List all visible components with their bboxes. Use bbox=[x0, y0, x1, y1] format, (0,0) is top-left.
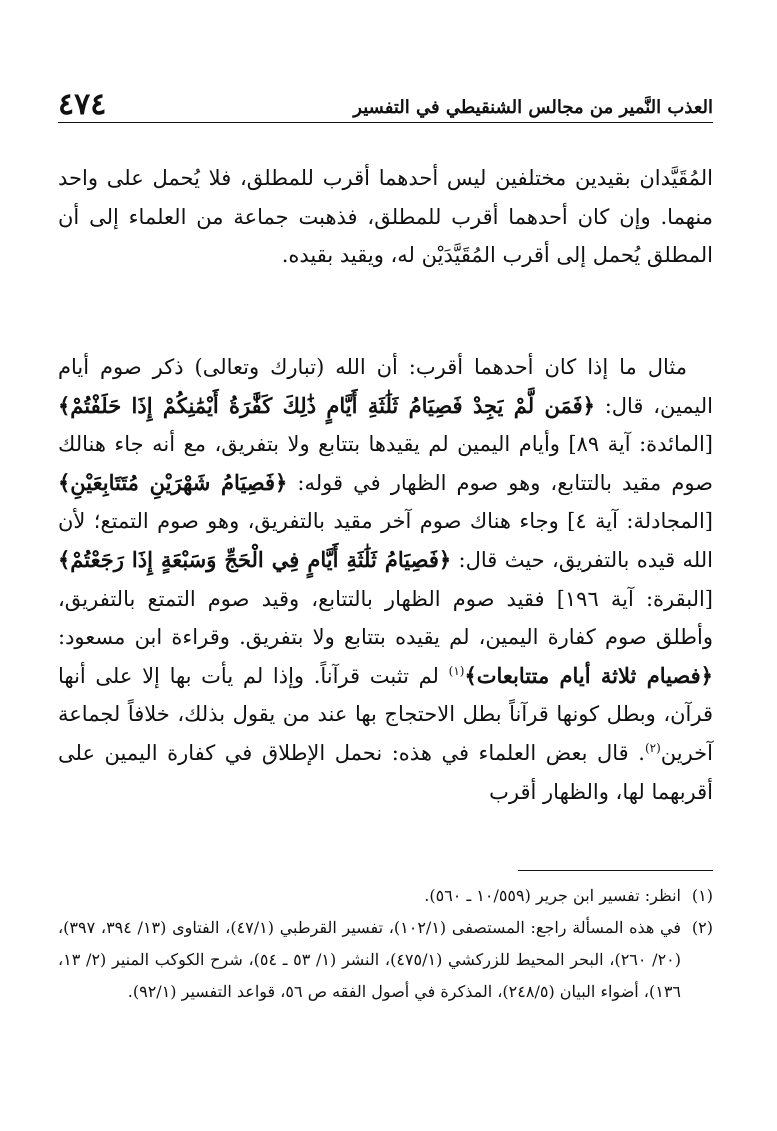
page-number: ٤٧٤ bbox=[58, 87, 107, 122]
paragraph-2 bbox=[58, 348, 713, 811]
paragraph-2-text-d: [البقرة: آية ١٩٦] فقيد صوم الظهار بالتتابع، وقيد صوم التمتع بالتفريق، وأطلق صوم كفارة اليمين، لم يقيده بتتابع ولا بتفريق. وقراءة ابن مسعود: bbox=[58, 586, 713, 650]
footnote-ref-2[interactable]: (٢) bbox=[644, 740, 661, 755]
paragraph-2-text-a: مثال ما إذا كان أحدهما أقرب: أن الله (تبارك وتعالى) ذكر صوم أيام اليمين، قال: bbox=[58, 355, 714, 418]
paragraph-2-text-f: . قال بعض العلماء في هذه: نحمل الإطلاق في كفارة اليمين على أقربهما لها، والظهار أقرب bbox=[58, 740, 713, 804]
footnotes bbox=[58, 880, 713, 1008]
header-rule bbox=[58, 122, 713, 123]
page-header bbox=[58, 84, 713, 120]
quran-verse-al-maidah: ﴿فَمَن لَّمْ يَجِدْ فَصِيَامُ ثَلَٰثَةِ أَيَّامٍ ذَٰلِكَ كَفَّٰرَةُ أَيْمَٰنِكُمْ إِذَا حَلَفْتُمْ﴾ bbox=[58, 392, 595, 418]
quran-verse-al-mujadila: ﴿فَصِيَامُ شَهْرَيْنِ مُتَتَابِعَيْنِ﴾ bbox=[58, 469, 288, 495]
footnote-text: في هذه المسألة راجع: المستصفى (١٠٢/١)، تفسير القرطبي (٤٧/١)، الفتاوى (١٣/ ٣٩٤، ٣٩٧)، (٢٠/ ٢٦٠)، البحر المحيط للزركشي (٤٧٥/١)، النشر (١/ ٥٣ ـ ٥٤)، شرح الكوكب المنير (٢/ ١٣، ١٣٦)، أضواء البيان (٢٤٨/٥)، المذكرة في أصول الفقه ص ٥٦، قواعد التفسير (٩٢/١). bbox=[58, 918, 682, 1001]
footnote-item bbox=[58, 880, 713, 912]
paragraph-2-text-b: [المائدة: آية ٨٩] وأيام اليمين لم يقيدها بتتابع ولا بتفريق، مع أنه جاء هنالك صوم مقيد بالتتابع، وهو صوم الظهار في قوله: bbox=[58, 432, 713, 495]
ibn-masud-reading: ﴿فصيام ثلاثة أيام متتابعات﴾ bbox=[464, 662, 713, 688]
paragraph-2-text-c: [المجادلة: آية ٤] وجاء هناك صوم آخر مقيد بالتفريق، وهو صوم التمتع؛ لأن الله قيده بالتفريق، حيث قال: bbox=[58, 509, 713, 572]
footnote-text: انظر: تفسير ابن جرير (١٠/٥٥٩ ـ ٥٦٠). bbox=[424, 886, 681, 905]
paragraph-2-text-e: لم تثبت قرآناً. وإذا لم يأت بها إلا على أنها قرآن، وبطل كونها قرآناً بطل الاحتجاج بها عند من يقول بذلك، خلافاً لجماعة آخرين bbox=[58, 663, 713, 765]
footnote-item bbox=[58, 912, 713, 1008]
footnote-ref-1[interactable]: (١) bbox=[448, 663, 465, 678]
footnote-number: (١) bbox=[691, 886, 713, 905]
footnote-number: (٢) bbox=[691, 918, 713, 937]
quran-verse-al-baqarah: ﴿فَصِيَامُ ثَلَٰثَةِ أَيَّامٍ فِي الْحَجِّ وَسَبْعَةٍ إِذَا رَجَعْتُمْ﴾ bbox=[58, 546, 452, 572]
footnote-rule bbox=[518, 870, 713, 871]
running-title: العذب النَّمير من مجالس الشنقيطي في التفسير bbox=[353, 97, 713, 118]
paragraph-1: المُقَيَّدان بقيدين مختلفين ليس أحدهما أقرب للمطلق، فلا يُحمل على واحد منهما. وإن كان أحدهما أقرب للمطلق، فذهبت جماعة من العلماء إلى أن المطلق يُحمل إلى أقرب المُقَيَّدَيْن له، ويقيد بقيده. bbox=[58, 166, 713, 268]
